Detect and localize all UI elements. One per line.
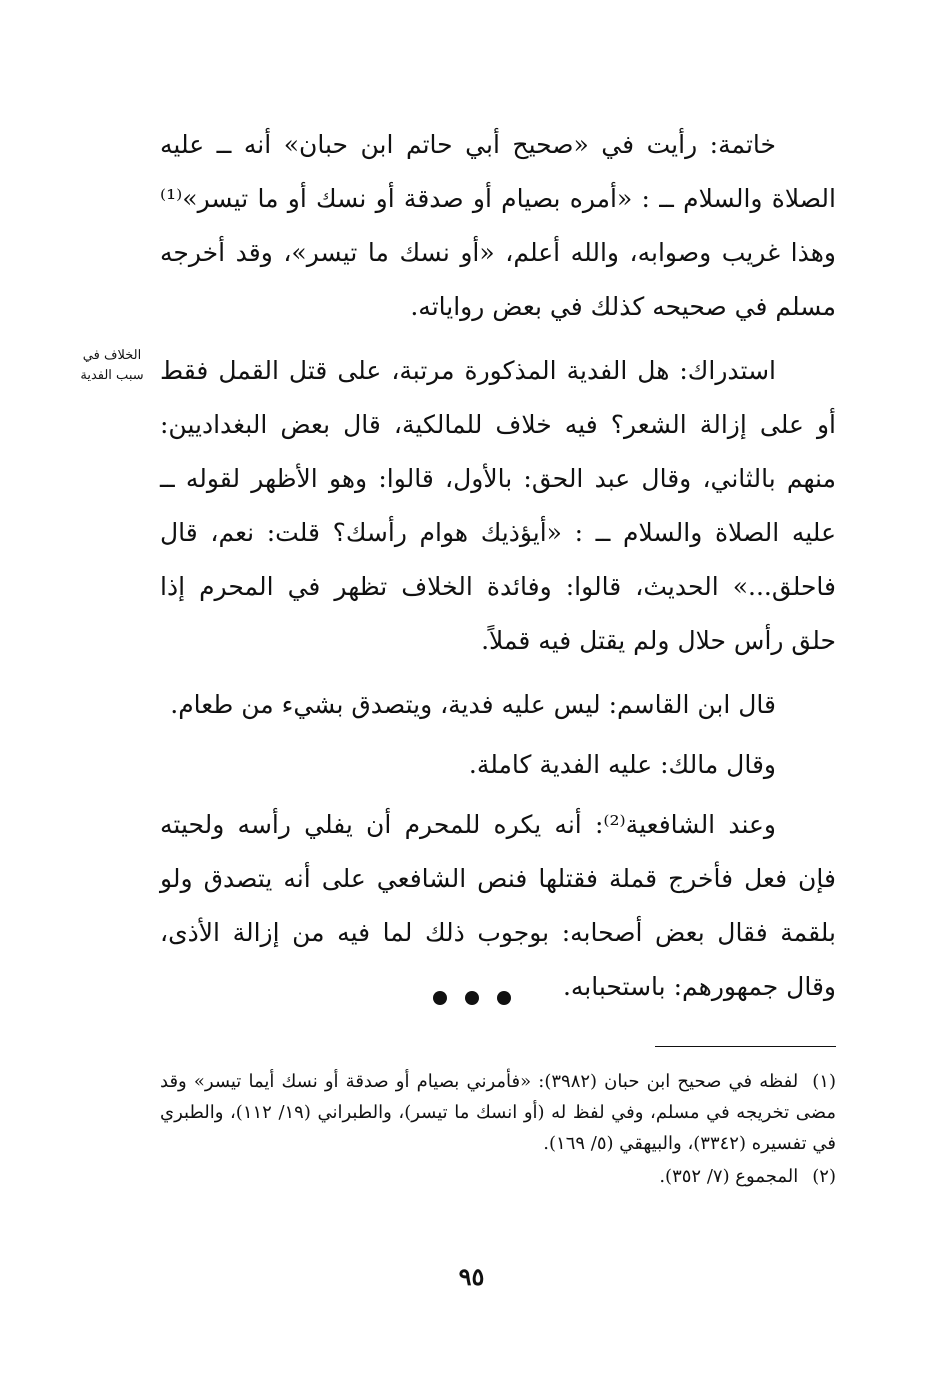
section-separator xyxy=(0,990,943,1016)
footnote-2 xyxy=(160,1161,836,1192)
paragraph-malik: وقال مالك: عليه الفدية كاملة. xyxy=(468,750,776,779)
separator-dot xyxy=(433,991,447,1005)
main-text xyxy=(160,118,836,1024)
page-number: ٩٥ xyxy=(458,1262,485,1291)
footnote-rule xyxy=(655,1046,836,1047)
footnote-text: لفظه في صحيح ابن حبان (٣٩٨٢): «فأمرني بصيام أو صدقة أو نسك أيما تيسر» وقد مضى تخريجه في مسلم، وفي لفظ له (أو انسك ما تيسر)، والطبراني (١٩/ ١١٢)، والطبري في تفسيره (٣٣٤٢)، والبيهقي (٥/ ١٦٩). xyxy=(160,1071,836,1154)
footnote-1 xyxy=(160,1066,836,1159)
footnote-text: المجموع (٧/ ٣٥٢). xyxy=(659,1166,799,1187)
separator-dot xyxy=(497,991,511,1005)
paragraph-ibn-al-qasim: قال ابن القاسم: ليس عليه فدية، ويتصدق بشيء من طعام. xyxy=(170,690,776,719)
paragraph-khatima: خاتمة: رأيت في «صحيح أبي حاتم ابن حبان» أنه ــ عليه الصلاة والسلام ــ : «أمره بصيام أو صدقة أو نسك أو ما تيسر»⁽¹⁾ وهذا غريب وصوابه، والله أعلم، «أو نسك ما تيسر»، وقد أخرجه مسلم في صحيحه كذلك في بعض رواياته. xyxy=(160,130,836,321)
separator-dot xyxy=(465,991,479,1005)
footnote-number: (١) xyxy=(812,1071,836,1092)
footnote-number: (٢) xyxy=(812,1166,836,1187)
paragraph-istidrak: استدراك: هل الفدية المذكورة مرتبة، على قتل القمل فقط أو على إزالة الشعر؟ فيه خلاف للمالكية، قال بعض البغداديين: منهم بالثاني، وقال عبد الحق: بالأول، قالوا: وهو الأظهر لقوله ــ عليه الصلاة والسلام ــ : «أيؤذيك هوام رأسك؟ قلت: نعم، قال فاحلق...» الحديث، قالوا: وفائدة الخلاف تظهر في المحرم إذا حلق رأس حلال ولم يقتل فيه قملاً. xyxy=(160,356,836,655)
paragraph-shafiiyya: وعند الشافعية⁽²⁾: أنه يكره للمحرم أن يفلي رأسه ولحيته فإن فعل فأخرج قملة فقتلها فنص الشافعي على أنه يتصدق ولو بلقمة فقال بعض أصحابه: بوجوب ذلك لما فيه من إزالة الأذى، وقال جمهورهم: باستحبابه. xyxy=(160,810,836,1001)
footnotes xyxy=(160,1066,836,1194)
margin-note: الخلاف في سبب الفدية xyxy=(80,348,144,383)
